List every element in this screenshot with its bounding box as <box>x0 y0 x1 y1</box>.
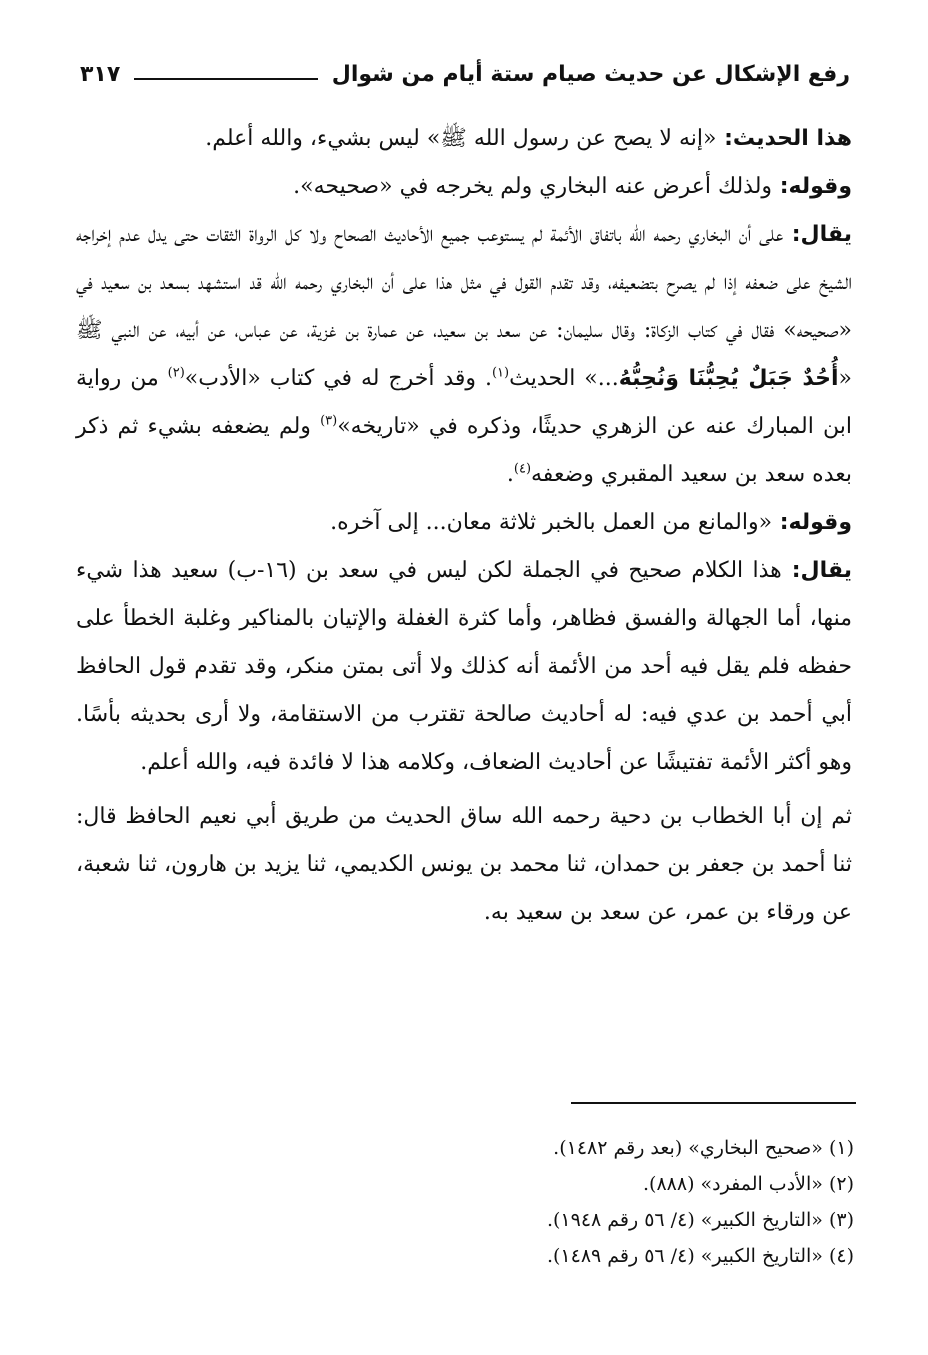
page-header <box>80 52 850 96</box>
lead-phrase: يقال: <box>783 222 852 247</box>
text-run: هذا الكلام صحيح في الجملة لكن ليس في سعد بن (١٦-ب) سعيد هذا شيء منها، أما الجهالة والفسق فظاهر، وأما كثرة الغفلة والإتيان بالمناكير وغلبة الخطأ على حفظه فلم يقل فيه أحد من الأئمة أنه كذلك ولا أتى بمتن منكر، وقد تقدم قول الحافظ أبي أحمد بن عدي فيه: له أحاديث صالحة تقترب من الاستقامة، ولا أرى بحديثه بأسًا. وهو أكثر الأئمة تفتيشًا عن أحاديث الضعاف، وكلامه هذا لا فائدة فيه، والله أعلم. <box>76 558 852 775</box>
hadith-quote: أُحُدٌ جَبَلٌ يُحِبُّنَا وَنُحِبُّهُ <box>618 366 839 391</box>
footnote-marker: (٢) <box>828 1173 854 1195</box>
footnote-reference: (٢) <box>167 365 185 381</box>
text-run: من رواية ابن المبارك عنه عن الزهري حديثًا، وذكره في «تاريخه» <box>76 366 853 439</box>
text-run: «إنه لا يصح عن رسول الله ﷺ» ليس بشيء، والله أعلم. <box>205 126 717 151</box>
text-run: ثم إن أبا الخطاب بن دحية رحمه الله ساق الحديث من طريق أبي نعيم الحافظ قال: ثنا أحمد بن جعفر بن حمدان، ثنا محمد بن يونس الكديمي، ثنا يزيد بن هارون، ثنا شعبة، عن ورقاء بن عمر، عن سعد بن سعيد به. <box>76 804 852 925</box>
footnote <box>354 1130 854 1166</box>
footnote-marker: (٣) <box>828 1209 854 1231</box>
footnote-text: «التاريخ الكبير» (٤/ ٥٦ رقم ١٩٤٨). <box>546 1209 823 1231</box>
paragraph <box>76 547 852 787</box>
footnote-text: «الأدب المفرد» (٨٨٨). <box>643 1173 823 1195</box>
paragraph <box>76 163 852 211</box>
footnote-reference: (٤) <box>513 461 532 477</box>
footnote <box>354 1238 854 1274</box>
footnotes <box>354 1130 854 1274</box>
paragraph <box>76 115 852 163</box>
paragraph <box>76 793 852 937</box>
paragraph <box>76 211 852 499</box>
footnote-separator <box>571 1102 856 1104</box>
text-run: . <box>506 462 514 487</box>
text-run: ...» الحديث <box>509 366 619 391</box>
lead-phrase: وقوله: <box>772 174 852 199</box>
footnote-marker: (٤) <box>828 1245 854 1267</box>
footnote-text: «التاريخ الكبير» (٤/ ٥٦ رقم ١٤٨٩). <box>546 1245 823 1267</box>
text-run: على أن البخاري رحمه الله باتفاق الأئمة لم يستوعب جميع الأحاديث الصحاح ولا كل الرواة الثقات حتى يدل عدم إخراجه الشيخ على ضعفه إذا لم يصرح بتضعيفه، وقد تقدم القول في مثل هذا على أن البخاري رحمه الله قد استشهد بسعد بن سعيد في «صحيحه» فقال في كتاب الزكاة: وقال سليمان: عن سعد بن سعيد، عن عمارة بن غزية، عن عباس، عن أبيه، عن النبي ﷺ « <box>76 222 852 391</box>
lead-phrase: يقال: <box>781 558 853 583</box>
header-rule <box>134 78 317 80</box>
text-run: . وقد أخرج له في كتاب «الأدب» <box>184 366 492 391</box>
page-number: ٣١٧ <box>80 61 121 87</box>
footnote <box>354 1166 854 1202</box>
running-title: رفع الإشكال عن حديث صيام ستة أيام من شوال <box>331 61 850 87</box>
footnote-reference: (٣) <box>320 413 338 429</box>
footnote-marker: (١) <box>828 1137 854 1159</box>
footnote-text: «صحيح البخاري» (بعد رقم ١٤٨٢). <box>553 1137 823 1159</box>
footnote-reference: (١) <box>491 365 510 381</box>
paragraph <box>76 499 852 547</box>
text-run: ولم يضعفه بشيء ثم ذكر بعده سعد بن سعيد المقبري وضعفه <box>76 414 852 487</box>
lead-phrase: وقوله: <box>772 510 852 535</box>
body-text <box>76 115 852 937</box>
text-run: ولذلك أعرض عنه البخاري ولم يخرجه في «صحيحه». <box>293 174 773 199</box>
footnote <box>354 1202 854 1238</box>
lead-phrase: هذا الحديث: <box>716 126 852 151</box>
text-run: «والمانع من العمل بالخبر ثلاثة معان... إلى آخره. <box>330 510 773 535</box>
